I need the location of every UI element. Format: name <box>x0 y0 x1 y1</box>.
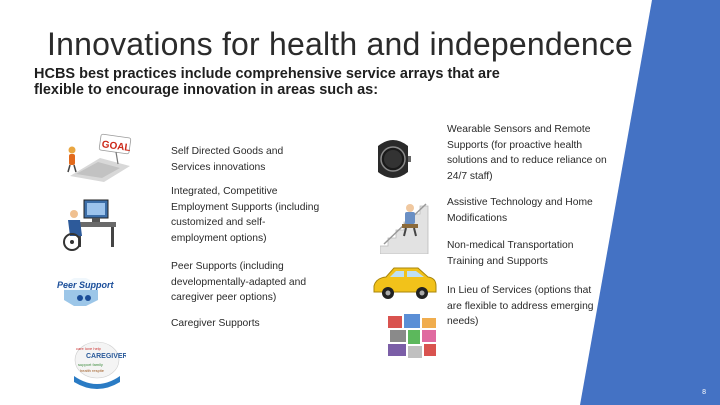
workstation-icon <box>62 196 124 252</box>
right-item-label: Wearable Sensors and Remote Supports (for proactive health solutions and to reduce reliance on 24/7 staff) <box>447 124 607 182</box>
caregiver-icon <box>68 336 126 392</box>
stairlift-icon <box>380 196 442 254</box>
goal-icon <box>60 132 136 182</box>
caregiver-text: CAREGIVER <box>86 353 126 360</box>
left-item-label: Self Directed Goods and Services innovations <box>171 146 284 173</box>
peer-support-icon <box>54 270 116 310</box>
smartwatch-icon <box>372 136 414 182</box>
svg-text:care love help: care love help <box>76 346 101 351</box>
slide-subtitle: HCBS best practices include comprehensive service arrays that are flexible to encourage innovation in areas such as: <box>34 66 500 98</box>
collage-icon <box>386 312 440 360</box>
car-icon <box>370 264 440 302</box>
goal-sign-text: GOAL <box>101 139 132 155</box>
right-item-label: Assistive Technology and Home Modifications <box>447 197 593 224</box>
svg-text:health respite: health respite <box>80 368 105 373</box>
left-item-label: Integrated, Competitive Employment Supports (including customized and self-employment options) <box>171 186 320 244</box>
svg-text:support family: support family <box>78 362 103 367</box>
page-number: 8 <box>702 389 706 396</box>
left-item-label: Peer Supports (including developmentally-adapted and caregiver peer options) <box>171 261 307 303</box>
peer-support-text: Peer Support <box>57 280 114 290</box>
right-item-label: In Lieu of Services (options that are flexible to address emerging needs) <box>447 285 594 327</box>
right-item-label: Non-medical Transportation Training and Supports <box>447 240 574 267</box>
slide-title: Innovations for health and independence <box>47 26 634 62</box>
left-item-label: Caregiver Supports <box>171 318 260 329</box>
